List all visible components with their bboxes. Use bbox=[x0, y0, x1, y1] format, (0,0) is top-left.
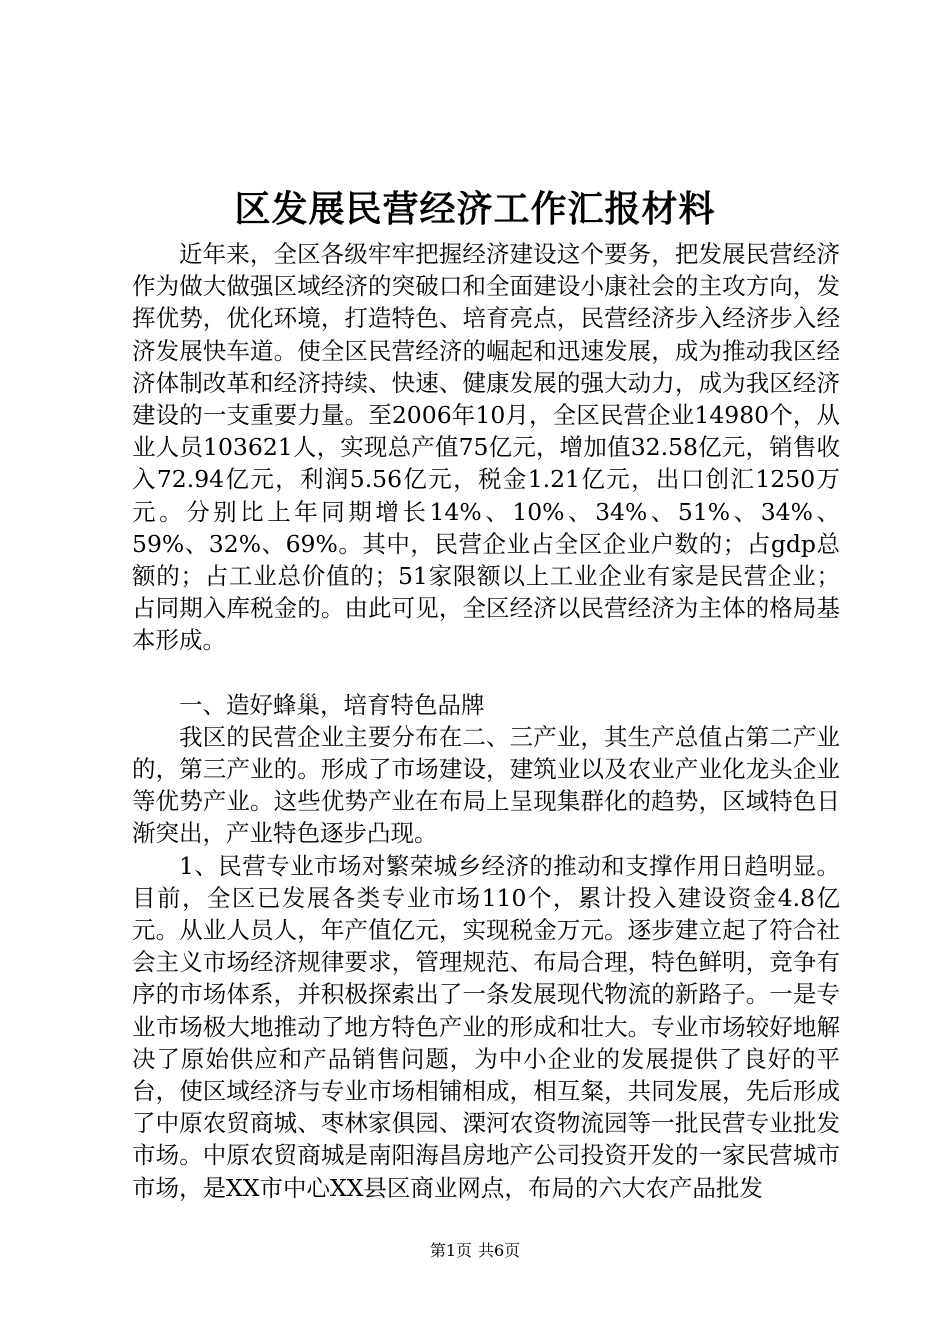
page-number: 第1页 bbox=[429, 1241, 472, 1260]
document-body bbox=[132, 238, 840, 1204]
document-title: 区发展民营经济工作汇报材料 bbox=[234, 188, 716, 230]
paragraph-markets: 1、民营专业市场对繁荣城乡经济的推动和支撑作用日趋明显。目前，全区已发展各类专业市场110个，累计投入建设资金4.8亿元。从业人员人，年产值亿元，实现税金万元。逐步建立起了符合社会主义市场经济规律要求，管理规范、布局合理，特色鲜明，竞争有序的市场体系，并积极探索出了一条发展现代物流的新路子。一是专业市场极大地推动了地方特色产业的形成和壮大。专业市场较好地解决了原始供应和产品销售问题，为中小企业的发展提供了良好的平台，使区域经济与专业市场相铺相成，相互粲，共同发展，先后形成了中原农贸商城、枣林家俱园、溧河农资物流园等一批民营专业批发市场。中原农贸商城是南阳海昌房地产公司投资开发的一家民营城市市场，是XX市中心XX县区商业网点，布局的六大农产品批发 bbox=[132, 851, 840, 1202]
page-total: 共6页 bbox=[478, 1241, 521, 1260]
section-heading: 一、造好蜂巢，培育特色品牌 bbox=[179, 690, 485, 719]
page-footer bbox=[0, 1240, 950, 1262]
paragraph-section-intro: 我区的民营企业主要分布在二、三产业，其生产总值占第二产业的，第三产业的。形成了市场建设，建筑业以及农业产业化龙头企业等优势产业。这些优势产业在布局上呈现集群化的趋势，区域特色日渐突出，产业特色逐步凸现。 bbox=[132, 722, 840, 848]
paragraph-intro: 近年来，全区各级牢牢把握经济建设这个要务，把发展民营经济作为做大做强区域经济的突破口和全面建设小康社会的主攻方向，发挥优势，优化环境，打造特色、培育亮点，民营经济步入经济步入经济发展快车道。使全区民营经济的崛起和迅速发展，成为推动我区经济体制改革和经济持续、快速、健康发展的强大动力，成为我区经济建设的一支重要力量。至2006年10月，全区民营企业14980个，从业人员103621人，实现总产值75亿元，增加值32.58亿元，销售收入72.94亿元，利润5.56亿元，税金1.21亿元，出口创汇1250万元。分别比上年同期增长14%、10%、34%、51%、34%、59%、32%、69%。其中，民营企业占全区企业户数的；占gdp总额的；占工业总价值的；51家限额以上工业企业有家是民营企业；占同期入库税金的。由此可见，全区经济以民营经济为主体的格局基本形成。 bbox=[132, 240, 840, 655]
